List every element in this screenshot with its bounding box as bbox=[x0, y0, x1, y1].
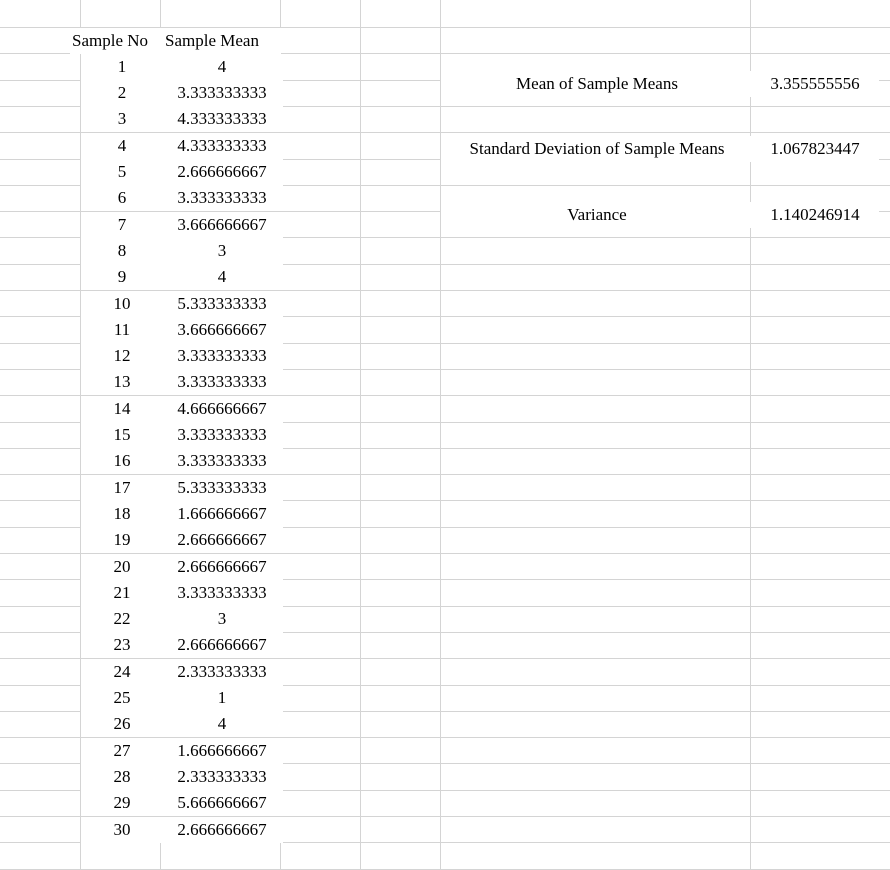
cell-sample-mean[interactable]: 4 bbox=[161, 54, 283, 80]
cell-sample-mean[interactable]: 4.333333333 bbox=[161, 106, 283, 132]
cell-sample-no[interactable]: 27 bbox=[81, 738, 163, 764]
cell-sample-no[interactable]: 18 bbox=[81, 501, 163, 527]
cell-sample-mean[interactable]: 4 bbox=[161, 711, 283, 737]
cell-sample-mean[interactable]: 5.333333333 bbox=[161, 291, 283, 317]
cell-sample-no[interactable]: 10 bbox=[81, 291, 163, 317]
cell-sample-mean[interactable]: 4.666666667 bbox=[161, 396, 283, 422]
cell-sample-mean[interactable]: 2.333333333 bbox=[161, 764, 283, 790]
cell-sample-mean[interactable]: 2.666666667 bbox=[161, 527, 283, 553]
cell-sample-mean[interactable]: 3.333333333 bbox=[161, 580, 283, 606]
cell-sample-no[interactable]: 14 bbox=[81, 396, 163, 422]
stat-value[interactable]: 1.140246914 bbox=[751, 202, 879, 228]
stat-label[interactable]: Mean of Sample Means bbox=[441, 71, 753, 97]
cell-sample-no[interactable]: 30 bbox=[81, 817, 163, 843]
stat-value[interactable]: 1.067823447 bbox=[751, 136, 879, 162]
cell-sample-no[interactable]: 8 bbox=[81, 238, 163, 264]
stat-label[interactable]: Variance bbox=[441, 202, 753, 228]
header-sample-mean[interactable]: Sample Mean bbox=[163, 28, 281, 54]
cell-sample-mean[interactable]: 5.333333333 bbox=[161, 475, 283, 501]
cell-sample-mean[interactable]: 1 bbox=[161, 685, 283, 711]
cell-sample-mean[interactable]: 4 bbox=[161, 264, 283, 290]
cell-sample-mean[interactable]: 2.666666667 bbox=[161, 159, 283, 185]
cell-sample-no[interactable]: 3 bbox=[81, 106, 163, 132]
header-sample-no[interactable]: Sample No bbox=[70, 28, 164, 54]
stat-value[interactable]: 3.355555556 bbox=[751, 71, 879, 97]
cell-sample-no[interactable]: 16 bbox=[81, 448, 163, 474]
cell-sample-mean[interactable]: 3.666666667 bbox=[161, 212, 283, 238]
cell-sample-mean[interactable]: 4.333333333 bbox=[161, 133, 283, 159]
cell-sample-no[interactable]: 22 bbox=[81, 606, 163, 632]
cell-sample-mean[interactable]: 2.333333333 bbox=[161, 659, 283, 685]
cell-sample-mean[interactable]: 3.333333333 bbox=[161, 369, 283, 395]
cell-sample-mean[interactable]: 3.333333333 bbox=[161, 80, 283, 106]
cell-sample-no[interactable]: 25 bbox=[81, 685, 163, 711]
cell-sample-mean[interactable]: 2.666666667 bbox=[161, 817, 283, 843]
cell-sample-no[interactable]: 4 bbox=[81, 133, 163, 159]
cell-sample-no[interactable]: 19 bbox=[81, 527, 163, 553]
cell-sample-no[interactable]: 2 bbox=[81, 80, 163, 106]
cell-sample-mean[interactable]: 3.333333333 bbox=[161, 422, 283, 448]
cell-sample-no[interactable]: 1 bbox=[81, 54, 163, 80]
cell-sample-no[interactable]: 15 bbox=[81, 422, 163, 448]
column-gridline bbox=[750, 0, 751, 870]
stat-label[interactable]: Standard Deviation of Sample Means bbox=[441, 136, 753, 162]
cell-sample-mean[interactable]: 3.666666667 bbox=[161, 317, 283, 343]
cell-sample-mean[interactable]: 3 bbox=[161, 606, 283, 632]
cell-sample-no[interactable]: 28 bbox=[81, 764, 163, 790]
cell-sample-no[interactable]: 26 bbox=[81, 711, 163, 737]
cell-sample-no[interactable]: 7 bbox=[81, 212, 163, 238]
cell-sample-mean[interactable]: 1.666666667 bbox=[161, 501, 283, 527]
cell-sample-no[interactable]: 9 bbox=[81, 264, 163, 290]
cell-sample-no[interactable]: 13 bbox=[81, 369, 163, 395]
column-gridline bbox=[440, 0, 441, 870]
cell-sample-no[interactable]: 5 bbox=[81, 159, 163, 185]
cell-sample-no[interactable]: 6 bbox=[81, 185, 163, 211]
cell-sample-no[interactable]: 17 bbox=[81, 475, 163, 501]
cell-sample-mean[interactable]: 3.333333333 bbox=[161, 343, 283, 369]
cell-sample-no[interactable]: 29 bbox=[81, 790, 163, 816]
cell-sample-mean[interactable]: 2.666666667 bbox=[161, 632, 283, 658]
cell-sample-mean[interactable]: 3.333333333 bbox=[161, 185, 283, 211]
cell-sample-mean[interactable]: 5.666666667 bbox=[161, 790, 283, 816]
cell-sample-no[interactable]: 24 bbox=[81, 659, 163, 685]
cell-sample-mean[interactable]: 1.666666667 bbox=[161, 738, 283, 764]
cell-sample-mean[interactable]: 3 bbox=[161, 238, 283, 264]
cell-sample-no[interactable]: 11 bbox=[81, 317, 163, 343]
cell-sample-no[interactable]: 23 bbox=[81, 632, 163, 658]
cell-sample-mean[interactable]: 3.333333333 bbox=[161, 448, 283, 474]
cell-sample-no[interactable]: 21 bbox=[81, 580, 163, 606]
column-gridline bbox=[360, 0, 361, 870]
cell-sample-no[interactable]: 12 bbox=[81, 343, 163, 369]
cell-sample-mean[interactable]: 2.666666667 bbox=[161, 554, 283, 580]
cell-sample-no[interactable]: 20 bbox=[81, 554, 163, 580]
